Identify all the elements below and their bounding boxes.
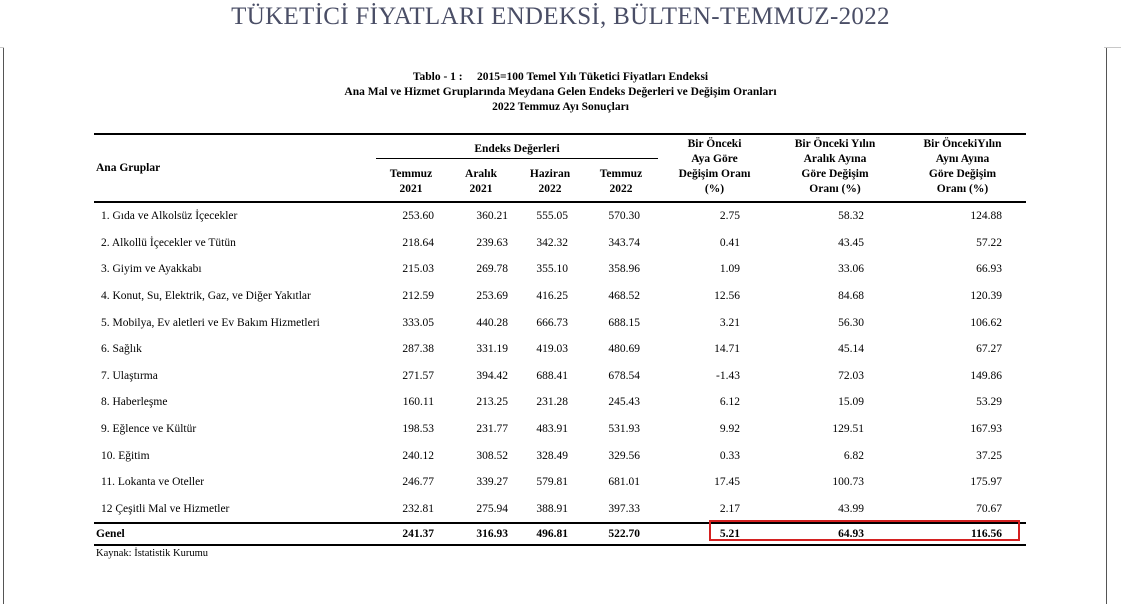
cell-temmuz-2022: 480.69: [608, 343, 640, 356]
caption-line-3: 2022 Temmuz Ayı Sonuçları: [492, 101, 629, 113]
table-row: [94, 363, 1026, 390]
cell-annual-change: 116.56: [899, 523, 1026, 545]
cell-haziran-2022: 328.49: [536, 449, 568, 462]
row-group-name: 9. Eğlence ve Kültür: [101, 423, 197, 436]
cell-annual-change: 67.27: [976, 343, 1002, 356]
cell-haziran-2022: 555.05: [536, 210, 568, 223]
cell-temmuz-2022: 468.52: [608, 290, 640, 303]
row-group-name: 3. Giyim ve Ayakkabı: [101, 263, 202, 276]
table-row: [94, 230, 1026, 257]
cell-temmuz-2021: 198.53: [402, 423, 434, 436]
row-group-name: 11. Lokanta ve Oteller: [101, 476, 205, 489]
table-row: [94, 496, 1026, 524]
cell-aralik-2021: 275.94: [476, 502, 508, 515]
cell-temmuz-2021: 160.11: [402, 396, 434, 409]
cell-temmuz-2022: 570.30: [608, 210, 640, 223]
row-group-name: 6. Sağlık: [101, 343, 142, 356]
header-temmuz-2022: Temmuz 2022: [584, 158, 658, 202]
cell-haziran-2022: 416.25: [536, 290, 568, 303]
cell-aralik-2021: 339.27: [476, 476, 508, 489]
header-ana-gruplar: Ana Gruplar: [94, 134, 376, 202]
cell-temmuz-2022: 245.43: [608, 396, 640, 409]
cell-monthly-change: 3.21: [719, 316, 740, 329]
cell-temmuz-2022: 531.93: [608, 423, 640, 436]
row-group-name: 7. Ulaştırma: [101, 369, 158, 382]
cell-aralik-2021: 213.25: [476, 396, 508, 409]
cell-temmuz-2022: 681.01: [608, 476, 640, 489]
cell-monthly-change: 12.56: [714, 290, 740, 303]
cell-temmuz-2022: 358.96: [608, 263, 640, 276]
cell-haziran-2022: 688.41: [536, 369, 568, 382]
table-body: [94, 202, 1026, 545]
total-row: [94, 523, 1026, 545]
cell-monthly-change: 6.12: [719, 396, 740, 409]
source-note: Kaynak: İstatistik Kurumu: [96, 548, 208, 559]
cell-annual-change: 167.93: [970, 423, 1002, 436]
cell-monthly-change: 0.33: [719, 449, 740, 462]
table-row: [94, 469, 1026, 496]
row-group-name: 4. Konut, Su, Elektrik, Gaz, ve Diğer Yakıtlar: [101, 290, 311, 303]
cell-december-change: 33.06: [838, 263, 864, 276]
cell-monthly-change: 1.09: [719, 263, 740, 276]
row-group-name: 1. Gıda ve Alkolsüz İçecekler: [101, 210, 238, 223]
cell-haziran-2022: 579.81: [536, 476, 568, 489]
cell-temmuz-2022: 688.15: [608, 316, 640, 329]
table-row: [94, 202, 1026, 230]
cell-haziran-2022: 483.91: [536, 423, 568, 436]
cell-december-change: 15.09: [838, 396, 864, 409]
row-group-name: 8. Haberleşme: [101, 396, 168, 409]
cell-temmuz-2021: 241.37: [376, 523, 446, 545]
header-haziran-2022: Haziran 2022: [516, 158, 584, 202]
cell-aralik-2021: 360.21: [476, 210, 508, 223]
cell-monthly-change: 9.92: [719, 423, 740, 436]
page-title: TÜKETİCİ FİYATLARI ENDEKSİ, BÜLTEN-TEMMUZ-2022: [231, 3, 890, 30]
header-row-1: [94, 134, 1026, 158]
table-row: [94, 336, 1026, 363]
cell-monthly-change: 2.75: [719, 210, 740, 223]
cell-temmuz-2021: 246.77: [402, 476, 434, 489]
cell-annual-change: 175.97: [970, 476, 1002, 489]
table-caption: [0, 70, 1121, 115]
cell-temmuz-2022: 678.54: [608, 369, 640, 382]
cell-haziran-2022: 666.73: [536, 316, 568, 329]
cell-aralik-2021: 231.77: [476, 423, 508, 436]
cell-haziran-2022: 419.03: [536, 343, 568, 356]
cell-december-change: 64.93: [771, 523, 899, 545]
cell-aralik-2021: 394.42: [476, 369, 508, 382]
cell-temmuz-2021: 253.60: [402, 210, 434, 223]
cell-annual-change: 53.29: [976, 396, 1002, 409]
cell-aralik-2021: 239.63: [476, 236, 508, 249]
cell-haziran-2022: 355.10: [536, 263, 568, 276]
cell-annual-change: 106.62: [970, 316, 1002, 329]
header-aralik-2021: Aralık 2021: [446, 158, 516, 202]
cell-annual-change: 149.86: [970, 369, 1002, 382]
cell-aralik-2021: 440.28: [476, 316, 508, 329]
header-temmuz-2021: Temmuz 2021: [376, 158, 446, 202]
cell-temmuz-2021: 271.57: [402, 369, 434, 382]
cell-temmuz-2022: 329.56: [608, 449, 640, 462]
cell-annual-change: 120.39: [970, 290, 1002, 303]
cell-haziran-2022: 388.91: [536, 502, 568, 515]
cell-haziran-2022: 342.32: [536, 236, 568, 249]
table-row: [94, 416, 1026, 443]
table-row: [94, 283, 1026, 310]
table-row: [94, 442, 1026, 469]
cell-monthly-change: 5.21: [658, 523, 771, 545]
cell-aralik-2021: 308.52: [476, 449, 508, 462]
header-change-annual: Bir ÖncekiYılın Aynı Ayına Göre Değişim Oranı (%): [899, 134, 1026, 202]
row-group-name: 12 Çeşitli Mal ve Hizmetler: [101, 502, 230, 515]
cell-december-change: 84.68: [838, 290, 864, 303]
cell-temmuz-2022: 343.74: [608, 236, 640, 249]
cell-december-change: 43.45: [838, 236, 864, 249]
cell-temmuz-2021: 333.05: [402, 316, 434, 329]
row-group-name: 2. Alkollü İçecekler ve Tütün: [101, 236, 236, 249]
row-group-name: 10. Eğitim: [101, 449, 150, 462]
cell-annual-change: 70.67: [976, 502, 1002, 515]
cell-december-change: 6.82: [843, 449, 864, 462]
cell-temmuz-2021: 215.03: [402, 263, 434, 276]
document-header-bar: [0, 0, 1121, 48]
cell-aralik-2021: 253.69: [476, 290, 508, 303]
cell-december-change: 43.99: [838, 502, 864, 515]
cell-temmuz-2021: 212.59: [402, 290, 434, 303]
header-change-monthly: Bir Önceki Aya Göre Değişim Oranı (%): [658, 134, 771, 202]
cell-temmuz-2022: 522.70: [584, 523, 658, 545]
cell-temmuz-2021: 218.64: [402, 236, 434, 249]
cell-annual-change: 124.88: [970, 210, 1002, 223]
cell-annual-change: 57.22: [976, 236, 1002, 249]
table-row: [94, 309, 1026, 336]
cell-monthly-change: 2.17: [719, 502, 740, 515]
cell-aralik-2021: 269.78: [476, 263, 508, 276]
cell-haziran-2022: 496.81: [516, 523, 584, 545]
caption-line-1: Tablo - 1 : 2015=100 Temel Yılı Tüketici Fiyatları Endeksi: [412, 71, 709, 83]
cell-temmuz-2022: 397.33: [608, 502, 640, 515]
cell-monthly-change: 0.41: [719, 236, 740, 249]
cell-temmuz-2021: 287.38: [402, 343, 434, 356]
cell-annual-change: 37.25: [976, 449, 1002, 462]
caption-line-2: Ana Mal ve Hizmet Gruplarında Meydana Gelen Endeks Değerleri ve Değişim Oranları: [344, 86, 777, 98]
cell-haziran-2022: 231.28: [536, 396, 568, 409]
cell-monthly-change: 14.71: [714, 343, 740, 356]
cell-temmuz-2021: 232.81: [402, 502, 434, 515]
cell-december-change: 100.73: [832, 476, 864, 489]
cell-december-change: 72.03: [838, 369, 864, 382]
cell-december-change: 58.32: [838, 210, 864, 223]
row-group-name: 5. Mobilya, Ev aletleri ve Ev Bakım Hizmetleri: [101, 316, 320, 329]
cell-december-change: 129.51: [832, 423, 864, 436]
cell-aralik-2021: 331.19: [476, 343, 508, 356]
row-group-name: Genel: [94, 523, 376, 545]
header-change-december: Bir Önceki Yılın Aralık Ayına Göre Değişim Oranı (%): [771, 134, 899, 202]
cell-aralik-2021: 316.93: [446, 523, 516, 545]
cell-monthly-change: -1.43: [716, 369, 740, 382]
header-endeks-degerleri: Endeks Değerleri: [376, 134, 658, 158]
cell-temmuz-2021: 240.12: [402, 449, 434, 462]
table-row: [94, 389, 1026, 416]
table-row: [94, 256, 1026, 283]
cell-annual-change: 66.93: [976, 263, 1002, 276]
cell-december-change: 45.14: [838, 343, 864, 356]
cell-monthly-change: 17.45: [714, 476, 740, 489]
cell-december-change: 56.30: [838, 316, 864, 329]
cpi-table: [94, 133, 1026, 546]
